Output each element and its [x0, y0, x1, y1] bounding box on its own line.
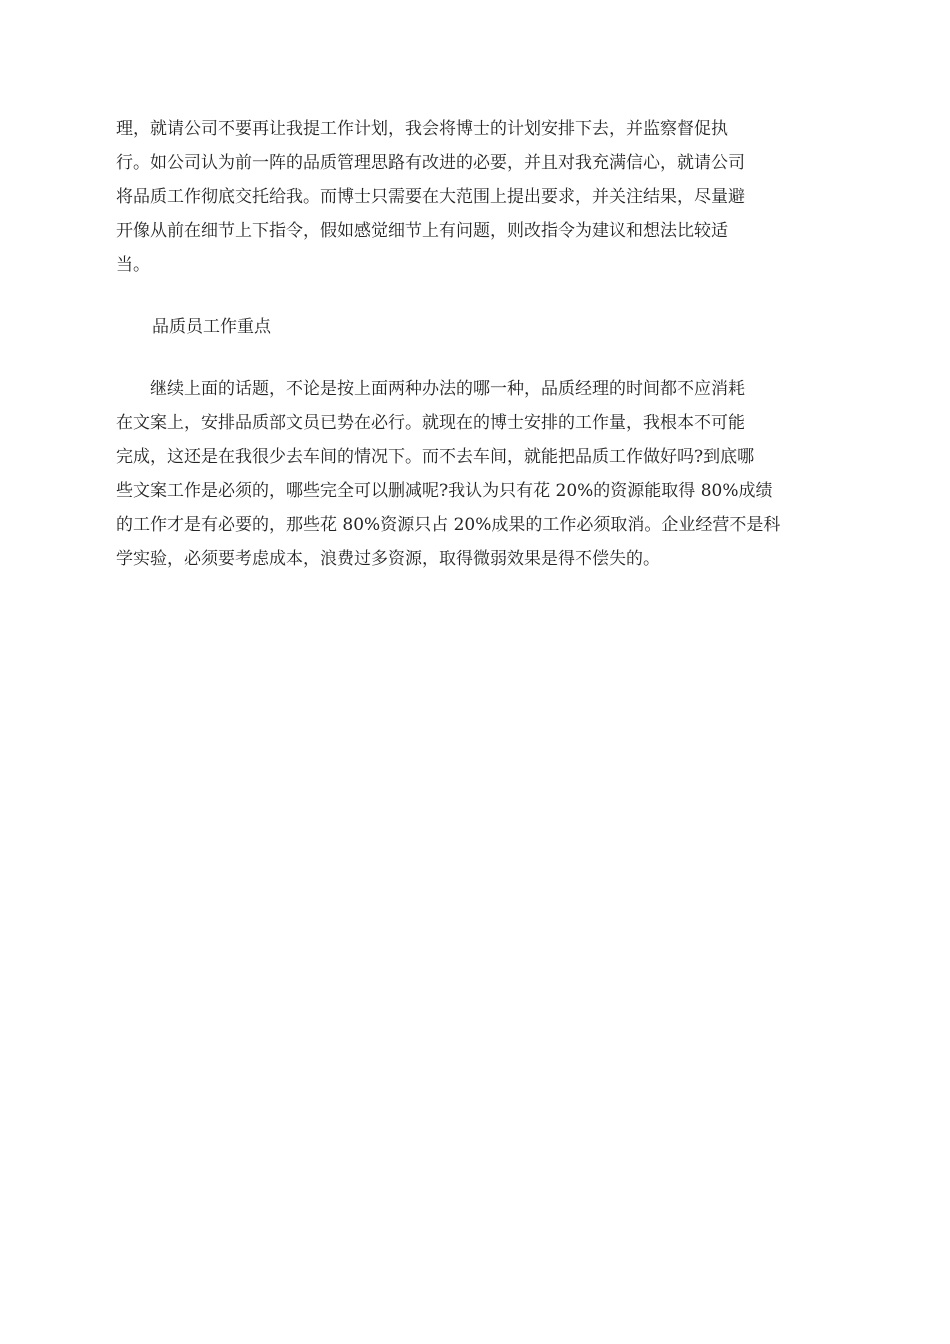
- text-line: 些文案工作是必须的，哪些完全可以删减呢?我认为只有花 20%的资源能取得 80%成绩: [116, 481, 773, 501]
- document-body: [116, 112, 836, 576]
- paragraph-2: [116, 372, 836, 576]
- text-line: 当。: [116, 255, 150, 275]
- text-line: 行。如公司认为前一阵的品质管理思路有改进的必要，并且对我充满信心，就请公司: [116, 153, 745, 173]
- text-line: 将品质工作彻底交托给我。而博士只需要在大范围上提出要求，并关注结果，尽量避: [116, 187, 745, 207]
- paragraph-spacer: [116, 344, 836, 372]
- text-line: 在文案上，安排品质部文员已势在必行。就现在的博士安排的工作量，我根本不可能: [116, 413, 745, 433]
- text-line: 开像从前在细节上下指令，假如感觉细节上有问题，则改指令为建议和想法比较适: [116, 221, 728, 241]
- text-line: 理，就请公司不要再让我提工作计划，我会将博士的计划安排下去，并监察督促执: [116, 119, 728, 139]
- paragraph-spacer: [116, 282, 836, 310]
- section-heading: 品质员工作重点: [152, 317, 271, 337]
- text-line: 的工作才是有必要的，那些花 80%资源只占 20%成果的工作必须取消。企业经营不是科: [116, 515, 781, 535]
- paragraph-1: [116, 112, 836, 282]
- text-line: 完成，这还是在我很少去车间的情况下。而不去车间，就能把品质工作做好吗?到底哪: [116, 447, 755, 467]
- text-line: 学实验，必须要考虑成本，浪费过多资源，取得微弱效果是得不偿失的。: [116, 549, 660, 569]
- text-line: 继续上面的话题，不论是按上面两种办法的哪一种，品质经理的时间都不应消耗: [116, 379, 745, 399]
